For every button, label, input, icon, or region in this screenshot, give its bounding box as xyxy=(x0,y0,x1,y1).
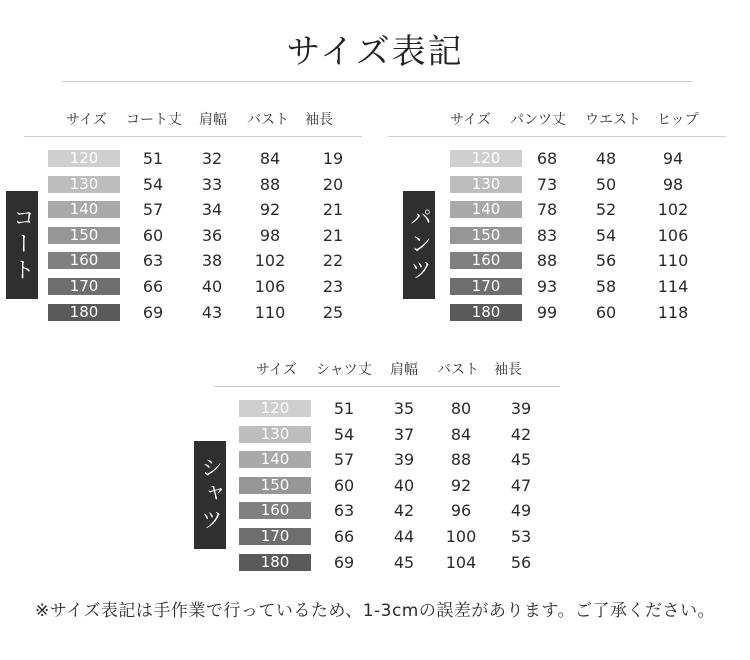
coat-table-cell: 19 xyxy=(322,149,344,168)
title-divider xyxy=(62,81,692,82)
pants-table-cell: 102 xyxy=(657,200,689,220)
pants-table-cell: 83 xyxy=(536,225,558,245)
coat-size-chip: 180 xyxy=(48,304,120,321)
shirt-size-chip: 150 xyxy=(239,477,311,494)
coat-table-cell: 66 xyxy=(142,277,164,296)
shirt-size-table xyxy=(0,358,750,578)
shirt-size-chip: 180 xyxy=(239,554,311,571)
coat-table-cell: 63 xyxy=(142,251,164,271)
shirt-table-cell: 42 xyxy=(393,501,415,521)
shirt-header-size: サイズ xyxy=(256,362,297,378)
coat-table-cell: 22 xyxy=(322,251,344,271)
coat-size-chip: 150 xyxy=(48,227,120,244)
pants-header-waist: ウエスト xyxy=(585,112,641,128)
shirt-size-chip: 160 xyxy=(239,502,311,519)
coat-table-cell: 32 xyxy=(201,149,223,168)
coat-table-cell: 34 xyxy=(201,200,223,220)
coat-size-chip: 170 xyxy=(48,278,120,295)
coat-table-cell: 40 xyxy=(201,277,223,296)
pants-table-cell: 118 xyxy=(657,302,689,322)
coat-table-cell: 57 xyxy=(142,200,164,220)
shirt-header-bust: バスト xyxy=(437,362,479,378)
shirt-table-cell: 60 xyxy=(333,475,355,495)
pants-table-cell: 48 xyxy=(595,149,617,168)
coat-size-chip: 120 xyxy=(48,150,120,167)
shirt-size-chip: 130 xyxy=(239,426,311,443)
shirt-size-chip: 120 xyxy=(239,400,311,417)
coat-size-chip: 140 xyxy=(48,201,120,218)
shirt-header-length: シャツ丈 xyxy=(316,362,372,378)
pants-header-divider xyxy=(388,136,726,137)
pants-table-cell: 60 xyxy=(595,302,617,322)
shirt-table-cell: 57 xyxy=(333,450,355,470)
pants-table-cell: 114 xyxy=(657,277,689,296)
coat-table-cell: 43 xyxy=(201,302,223,322)
pants-size-chip: 160 xyxy=(450,252,522,269)
shirt-table-cell: 49 xyxy=(510,501,532,521)
pants-size-chip: 140 xyxy=(450,201,522,218)
pants-table-cell: 50 xyxy=(595,174,617,194)
coat-table-cell: 102 xyxy=(254,251,286,271)
shirt-section-label: シャツ xyxy=(194,441,226,549)
coat-table-cell: 33 xyxy=(201,174,223,194)
shirt-table-cell: 39 xyxy=(510,399,532,418)
shirt-table-cell: 88 xyxy=(450,450,472,470)
pants-table-cell: 68 xyxy=(536,149,558,168)
shirt-table-cell: 47 xyxy=(510,475,532,495)
pants-table-cell: 73 xyxy=(536,174,558,194)
pants-table-cell: 99 xyxy=(536,302,558,322)
measurement-note: ※サイズ表記は手作業で行っているため、1-3cmの誤差があります。ご了承ください。 xyxy=(34,601,715,621)
coat-table-cell: 88 xyxy=(259,174,281,194)
shirt-table-cell: 40 xyxy=(393,475,415,495)
coat-table-cell: 110 xyxy=(254,302,286,322)
pants-table-cell: 56 xyxy=(595,251,617,271)
coat-table-cell: 92 xyxy=(259,200,281,220)
pants-table-cell: 78 xyxy=(536,200,558,220)
coat-table-cell: 60 xyxy=(142,225,164,245)
pants-table-cell: 94 xyxy=(662,149,684,168)
coat-section-label: コート xyxy=(6,191,38,299)
shirt-size-chip: 170 xyxy=(239,528,311,545)
pants-header-hip: ヒップ xyxy=(657,112,699,128)
pants-table-cell: 88 xyxy=(536,251,558,271)
shirt-header-sleeve: 袖長 xyxy=(494,362,522,378)
shirt-table-cell: 80 xyxy=(450,399,472,418)
pants-header-size: サイズ xyxy=(450,112,491,128)
pants-table-cell: 58 xyxy=(595,277,617,296)
coat-size-chip: 160 xyxy=(48,252,120,269)
coat-header-sleeve: 袖長 xyxy=(305,112,333,128)
coat-table-cell: 84 xyxy=(259,149,281,168)
pants-table-cell: 54 xyxy=(595,225,617,245)
shirt-header-shoulder: 肩幅 xyxy=(390,362,418,378)
coat-header-bust: バスト xyxy=(247,112,289,128)
pants-size-chip: 170 xyxy=(450,278,522,295)
pants-size-chip: 180 xyxy=(450,304,522,321)
coat-header-length: コート丈 xyxy=(126,112,182,128)
shirt-table-cell: 66 xyxy=(333,527,355,546)
coat-table-cell: 23 xyxy=(322,277,344,296)
pants-table-cell: 106 xyxy=(657,225,689,245)
shirt-table-cell: 69 xyxy=(333,552,355,572)
coat-table-cell: 69 xyxy=(142,302,164,322)
pants-size-chip: 120 xyxy=(450,150,522,167)
shirt-table-cell: 92 xyxy=(450,475,472,495)
coat-table-cell: 98 xyxy=(259,225,281,245)
shirt-table-cell: 104 xyxy=(445,552,477,572)
pants-table-cell: 110 xyxy=(657,251,689,271)
shirt-table-cell: 54 xyxy=(333,424,355,444)
shirt-table-cell: 84 xyxy=(450,424,472,444)
shirt-size-chip: 140 xyxy=(239,451,311,468)
pants-section-label: パンツ xyxy=(403,191,435,299)
pants-table-cell: 93 xyxy=(536,277,558,296)
pants-header-length: パンツ丈 xyxy=(510,112,566,128)
pants-size-chip: 130 xyxy=(450,176,522,193)
shirt-table-cell: 45 xyxy=(510,450,532,470)
coat-table-cell: 38 xyxy=(201,251,223,271)
shirt-table-cell: 35 xyxy=(393,399,415,418)
shirt-header-divider xyxy=(214,386,560,387)
coat-table-cell: 21 xyxy=(322,200,344,220)
coat-header-size: サイズ xyxy=(66,112,107,128)
coat-table-cell: 21 xyxy=(322,225,344,245)
coat-table-cell: 54 xyxy=(142,174,164,194)
shirt-table-cell: 45 xyxy=(393,552,415,572)
coat-table-cell: 51 xyxy=(142,149,164,168)
shirt-table-cell: 63 xyxy=(333,501,355,521)
shirt-table-cell: 53 xyxy=(510,527,532,546)
pants-table-cell: 98 xyxy=(662,174,684,194)
shirt-table-cell: 56 xyxy=(510,552,532,572)
shirt-table-cell: 37 xyxy=(393,424,415,444)
coat-table-cell: 36 xyxy=(201,225,223,245)
pants-size-table xyxy=(0,108,750,328)
coat-table-cell: 25 xyxy=(322,302,344,322)
shirt-table-cell: 51 xyxy=(333,399,355,418)
pants-table-cell: 52 xyxy=(595,200,617,220)
shirt-table-cell: 42 xyxy=(510,424,532,444)
coat-header-shoulder: 肩幅 xyxy=(199,112,227,128)
shirt-table-cell: 39 xyxy=(393,450,415,470)
shirt-table-cell: 44 xyxy=(393,527,415,546)
coat-table-cell: 106 xyxy=(254,277,286,296)
page-title: サイズ表記 xyxy=(286,32,464,72)
coat-table-cell: 20 xyxy=(322,174,344,194)
pants-size-chip: 150 xyxy=(450,227,522,244)
coat-size-chip: 130 xyxy=(48,176,120,193)
shirt-table-cell: 100 xyxy=(445,527,477,546)
shirt-table-cell: 96 xyxy=(450,501,472,521)
